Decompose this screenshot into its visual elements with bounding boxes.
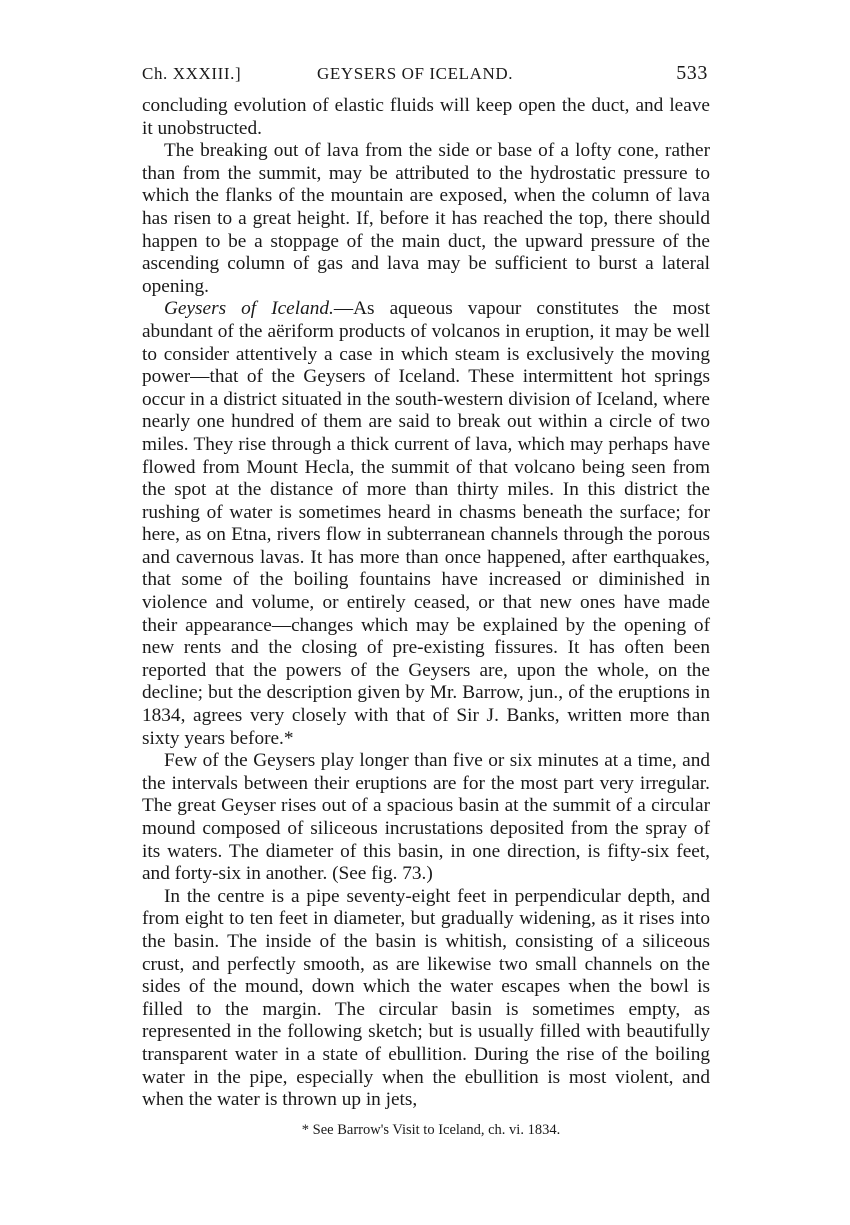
body-text — [142, 95, 710, 1112]
page-number: 533 — [676, 62, 708, 84]
running-head — [142, 58, 710, 88]
book-page — [142, 58, 710, 1139]
paragraph-3-text: —As aqueous vapour constitutes the most abundant of the aëriform products of volcanos in eruption, it may be well to consider attentively a case in which steam is exclusively the moving power—that of the Geysers of Iceland. These intermittent hot springs occur in a district situated in the south-western division of Iceland, where nearly one hundred of them are said to break out within a circle of two miles. They rise through a thick current of lava, which may perhaps have flowed from Mount Hecla, the summit of that volcano being seen from the spot at the distance of more than thirty miles. In this district the rushing of water is sometimes heard in chasms beneath the surface; for here, as on Etna, rivers flow in subterranean channels through the porous and cavernous lavas. It has more than once happened, after earthquakes, that some of the boiling fountains have increased or diminished in violence and volume, or entirely ceased, or that new ones have made their appearance—changes which may be explained by the opening of new rents and the closing of pre-existing fissures. It has often been reported that the powers of the Geysers are, upon the whole, on the decline; but the description given by Mr. Barrow, jun., of the eruptions in 1834, agrees very closely with that of Sir J. Banks, written more than sixty years before.* — [142, 298, 710, 749]
paragraph-5: In the centre is a pipe seventy-eight feet in perpendicular depth, and from eight to ten feet in diameter, but gradually widening, as it rises into the basin. The inside of the basin is whitish, consisting of a siliceous crust, and perfectly smooth, as are likewise two small channels on the sides of the mound, down which the water escapes when the bowl is filled to the margin. The circular basin is sometimes empty, as represented in the following sketch; but is usually filled with beautifully transparent water in a state of ebullition. During the rise of the boiling water in the pipe, especially when the ebullition is most violent, and when the water is thrown up in jets, — [142, 885, 710, 1111]
page-title: GEYSERS OF ICELAND. — [317, 64, 514, 83]
section-heading: Geysers of Iceland. — [164, 298, 334, 320]
paragraph-2: The breaking out of lava from the side or base of a lofty cone, rather than from the summit, may be attributed to the hydrostatic pressure to which the flanks of the mountain are exposed, when the column of lava has risen to a great height. If, before it has reached the top, there should happen to be a stoppage of the main duct, the upward pressure of the ascending column of gas and lava may be sufficient to burst a lateral opening. — [142, 140, 710, 297]
chapter-label: Ch. XXXIII.] — [142, 64, 242, 83]
paragraph-1: concluding evolution of elastic fluids will keep open the duct, and leave it unobstructed. — [142, 95, 710, 139]
paragraph-4: Few of the Geysers play longer than five or six minutes at a time, and the intervals between their eruptions are for the most part very irregular. The great Geyser rises out of a spacious basin at the summit of a circular mound composed of siliceous incrustations deposited from the spray of its waters. The diameter of this basin, in one direction, is fifty-six feet, and forty-six in another. (See fig. 73.) — [142, 750, 710, 885]
footnote: * See Barrow's Visit to Iceland, ch. vi. 1834. — [301, 1121, 561, 1138]
paragraph-3 — [142, 298, 710, 750]
